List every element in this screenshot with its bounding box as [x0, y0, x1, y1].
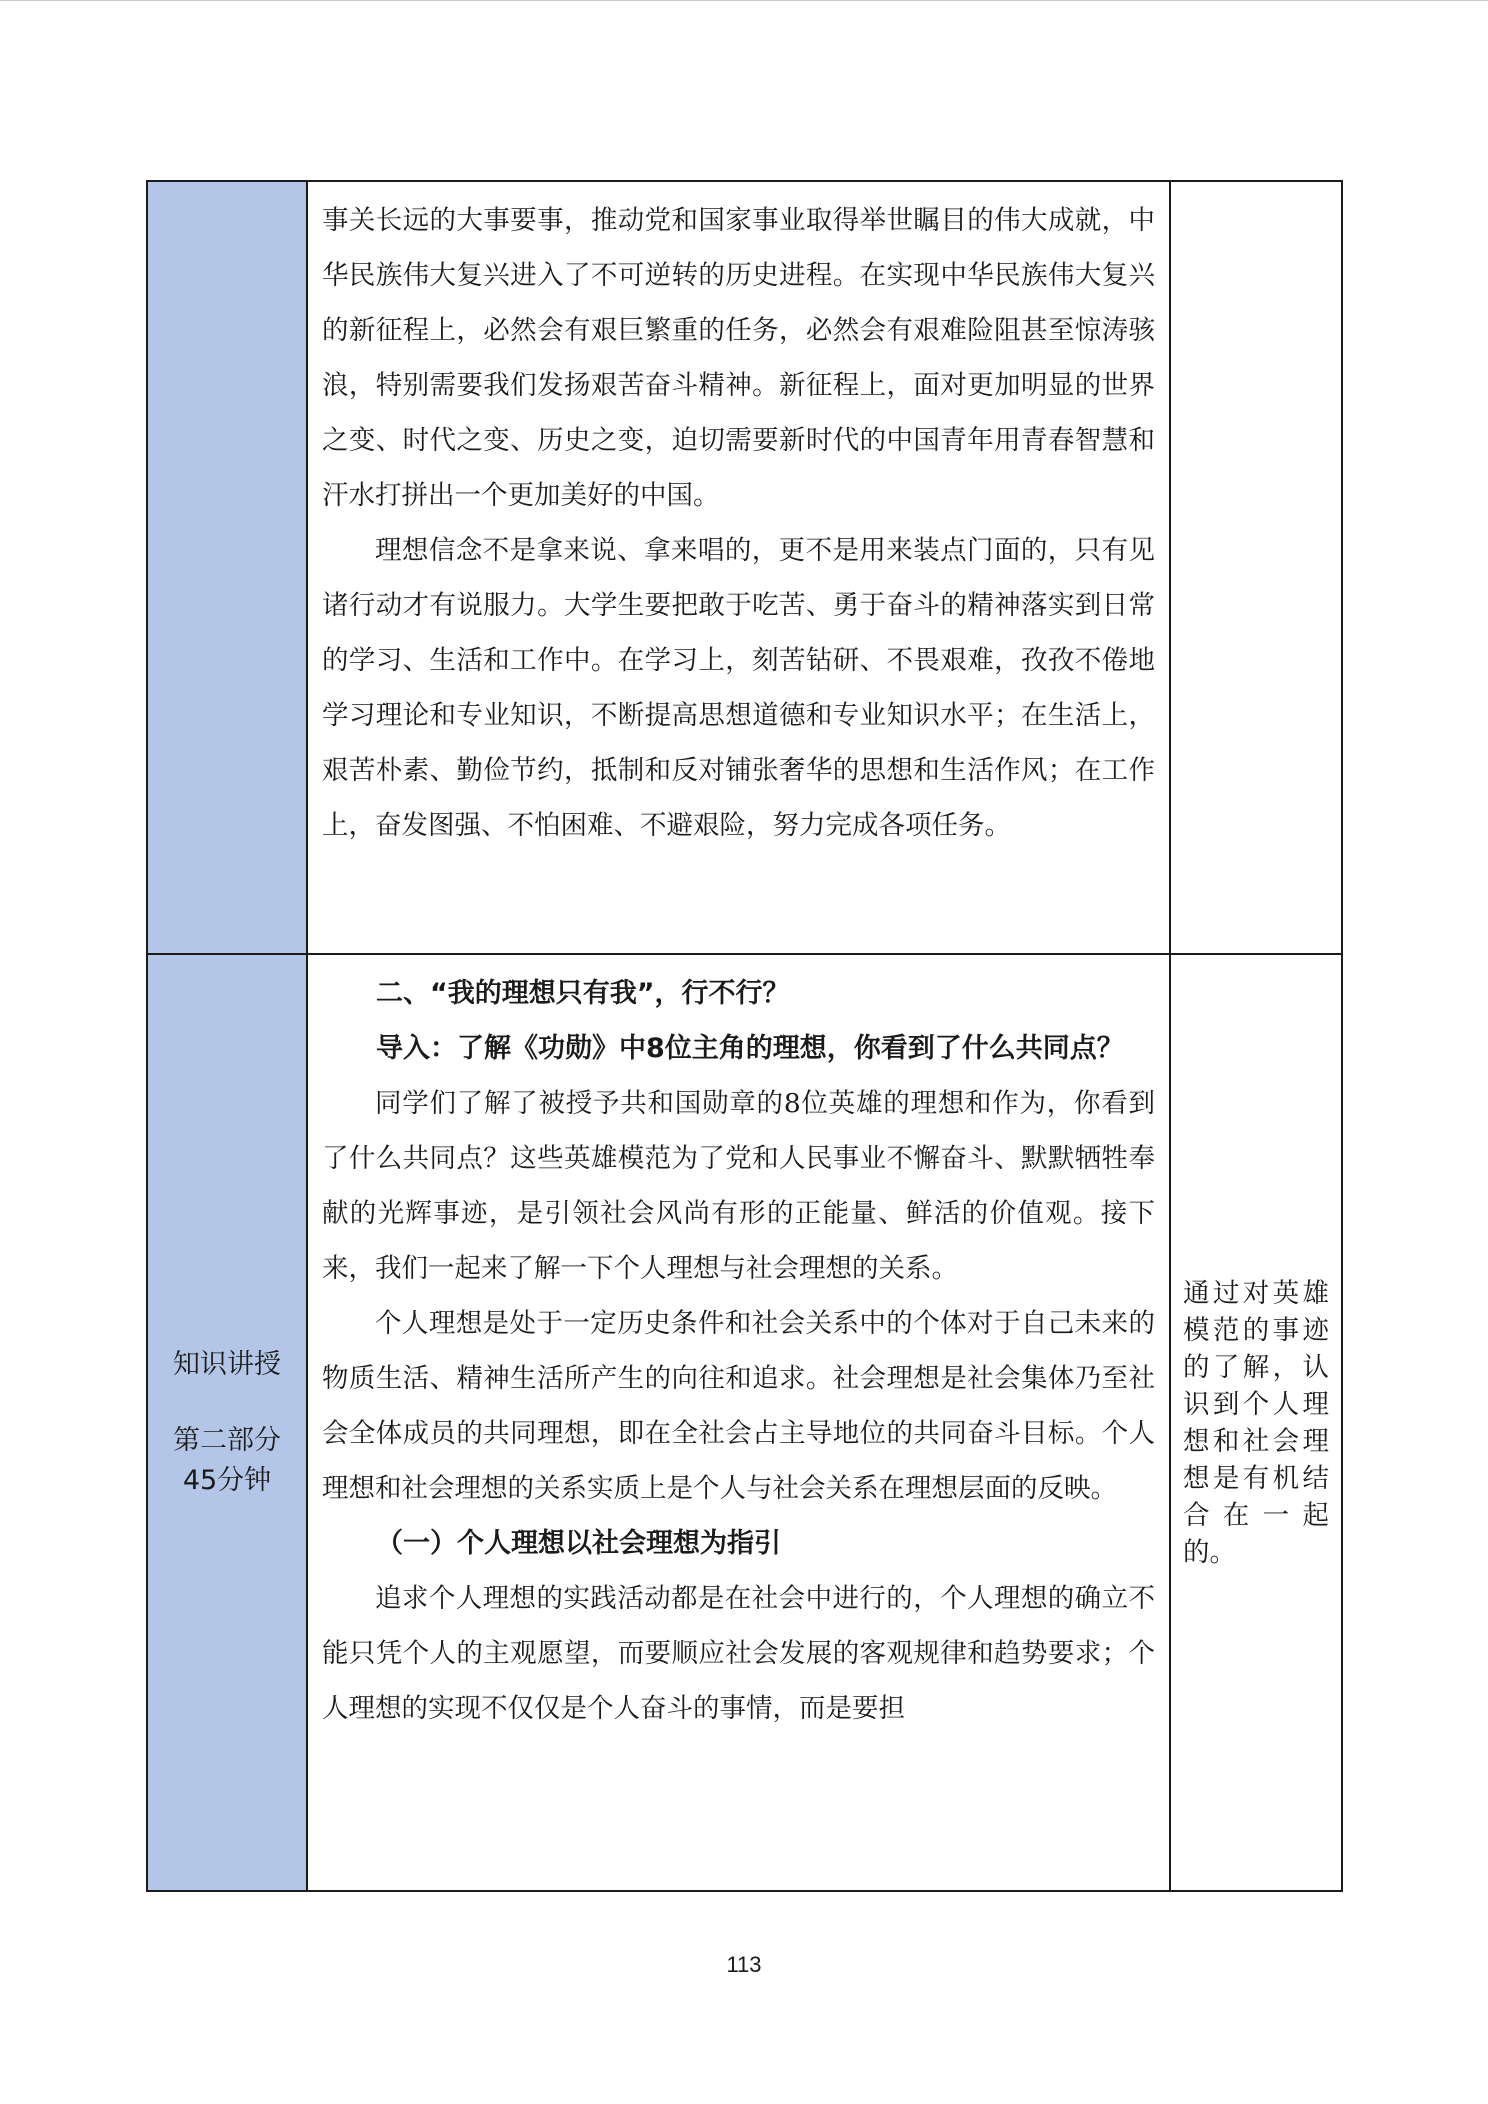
section-heading: 二、“我的理想只有我”，行不行？ [376, 978, 790, 1009]
content-cell [307, 181, 1170, 954]
note-cell: 通过对英雄模范的事迹的了解，认识到个人理想和社会理想是有机结合在一起的。 [1170, 954, 1342, 1891]
table-row [147, 954, 1342, 1891]
intro-heading: 导入：了解《功勋》中8位主角的理想，你看到了什么共同点？ [376, 1033, 1124, 1064]
section-label-cell [147, 954, 307, 1891]
note-cell [1170, 181, 1342, 954]
content-paragraph: 个人理想是处于一定历史条件和社会关系中的个体对于自己未来的物质生活、精神生活所产生的向往和追求。社会理想是社会集体乃至社会全体成员的共同理想，即在全社会占主导地位的共同奋斗目标。个人理想和社会理想的关系实质上是个人与社会关系在理想层面的反映。 [322, 1308, 1155, 1504]
content-paragraph: 同学们了解了被授予共和国勋章的8位英雄的理想和作为，你看到了什么共同点？这些英雄模范为了党和人民事业不懈奋斗、默默牺牲奉献的光辉事迹，是引领社会风尚有形的正能量、鲜活的价值观。接下来，我们一起来了解一下个人理想与社会理想的关系。 [322, 1088, 1155, 1284]
table-row [147, 181, 1342, 954]
section-label-cell [147, 181, 307, 954]
page-top-border [0, 0, 1488, 1]
section-duration-label: 45分钟 [182, 1464, 272, 1496]
section-part-label: 第二部分 [173, 1424, 281, 1456]
page-number: 113 [726, 1952, 762, 1977]
content-paragraph: 事关长远的大事要事，推动党和国家事业取得举世瞩目的伟大成就，中华民族伟大复兴进入了不可逆转的历史进程。在实现中华民族伟大复兴的新征程上，必然会有艰巨繁重的任务，必然会有艰难险阻甚至惊涛骇浪，特别需要我们发扬艰苦奋斗精神。新征程上，面对更加明显的世界之变、时代之变、历史之变，迫切需要新时代的中国青年用青春智慧和汗水打拼出一个更加美好的中国。 [322, 205, 1155, 511]
content-cell [307, 954, 1170, 1891]
subsection-heading: （一）个人理想以社会理想为指引 [376, 1528, 781, 1559]
content-paragraph: 追求个人理想的实践活动都是在社会中进行的，个人理想的确立不能只凭个人的主观愿望，而要顺应社会发展的客观规律和趋势要求；个人理想的实现不仅仅是个人奋斗的事情，而是要担 [322, 1583, 1155, 1724]
content-paragraph: 理想信念不是拿来说、拿来唱的，更不是用来装点门面的，只有见诸行动才有说服力。大学生要把敢于吃苦、勇于奋斗的精神落实到日常的学习、生活和工作中。在学习上，刻苦钻研、不畏艰难，孜孜不倦地学习理论和专业知识，不断提高思想道德和专业知识水平；在生活上，艰苦朴素、勤俭节约，抵制和反对铺张奢华的思想和生活作风；在工作上，奋发图强、不怕困难、不避艰险，努力完成各项任务。 [322, 535, 1155, 841]
section-type-label: 知识讲授 [173, 1348, 281, 1380]
lesson-plan-table [146, 180, 1343, 1892]
